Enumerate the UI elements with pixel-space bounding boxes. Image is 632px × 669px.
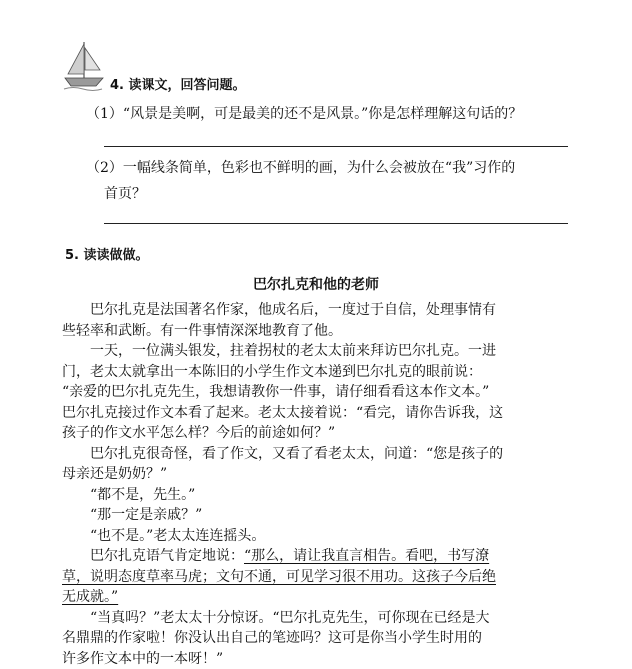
story-line: 巴尔扎克接过作文本看了起来。老太太接着说：“看完，请你告诉我，这 [62, 403, 572, 424]
underlined-passage: 草，说明态度草率马虎；文句不通，可见学习很不用功。这孩子今后绝 [62, 567, 572, 588]
story-line: 门，老太太就拿出一本陈旧的小学生作文本递到巴尔扎克的眼前说： [62, 362, 572, 383]
story-line: 名鼎鼎的作家啦！你没认出自己的笔迹吗？这可是你当小学生时用的 [62, 628, 572, 649]
section-5-title: 5. 读读做做。 [65, 244, 149, 263]
story-line: 巴尔扎克很奇怪，看了作文，又看了看老太太，问道：“您是孩子的 [62, 444, 572, 465]
story-line: 些轻率和武断。有一件事情深深地教育了他。 [62, 321, 572, 342]
story-title: 巴尔扎克和他的老师 [0, 274, 632, 294]
story-line: “亲爱的巴尔扎克先生，我想请教你一件事，请仔细看看这本作文本。” [62, 382, 572, 403]
story-line: “当真吗？”老太太十分惊讶。“巴尔扎克先生，可你现在已经是大 [62, 608, 572, 629]
story-line: 巴尔扎克是法国著名作家，他成名后，一度过于自信，处理事情有 [62, 300, 572, 321]
story-line [62, 546, 572, 567]
story-line: “也不是。”老太太连连摇头。 [62, 526, 572, 547]
question-1: （1）“风景是美啊，可是最美的还不是风景。”你是怎样理解这句话的？ [86, 104, 522, 124]
question-2-line-2: 首页？ [104, 184, 146, 204]
story-line: “都不是，先生。” [62, 485, 572, 506]
question-2-line-1: （2）一幅线条简单，色彩也不鲜明的画，为什么会被放在“我”习作的 [86, 158, 515, 178]
answer-line-2[interactable] [104, 223, 568, 224]
story-line: “那一定是亲戚？” [62, 505, 572, 526]
story-line: 孩子的作文水平怎么样？今后的前途如何？” [62, 423, 572, 444]
story-text [62, 300, 572, 669]
underlined-passage: “那么，请让我直言相告。看吧，书写潦 [244, 548, 489, 564]
answer-line-1[interactable] [104, 146, 568, 147]
story-line: 许多作文本中的一本呀！” [62, 649, 572, 669]
story-line: 一天，一位满头银发，拄着拐杖的老太太前来拜访巴尔扎克。一进 [62, 341, 572, 362]
story-line: 母亲还是奶奶？” [62, 464, 572, 485]
underlined-passage: 无成就。” [62, 587, 572, 608]
sailboat-icon [62, 40, 104, 92]
story-line-part: 巴尔扎克语气肯定地说： [90, 548, 244, 564]
section-4-title: 4. 读课文，回答问题。 [110, 74, 246, 93]
